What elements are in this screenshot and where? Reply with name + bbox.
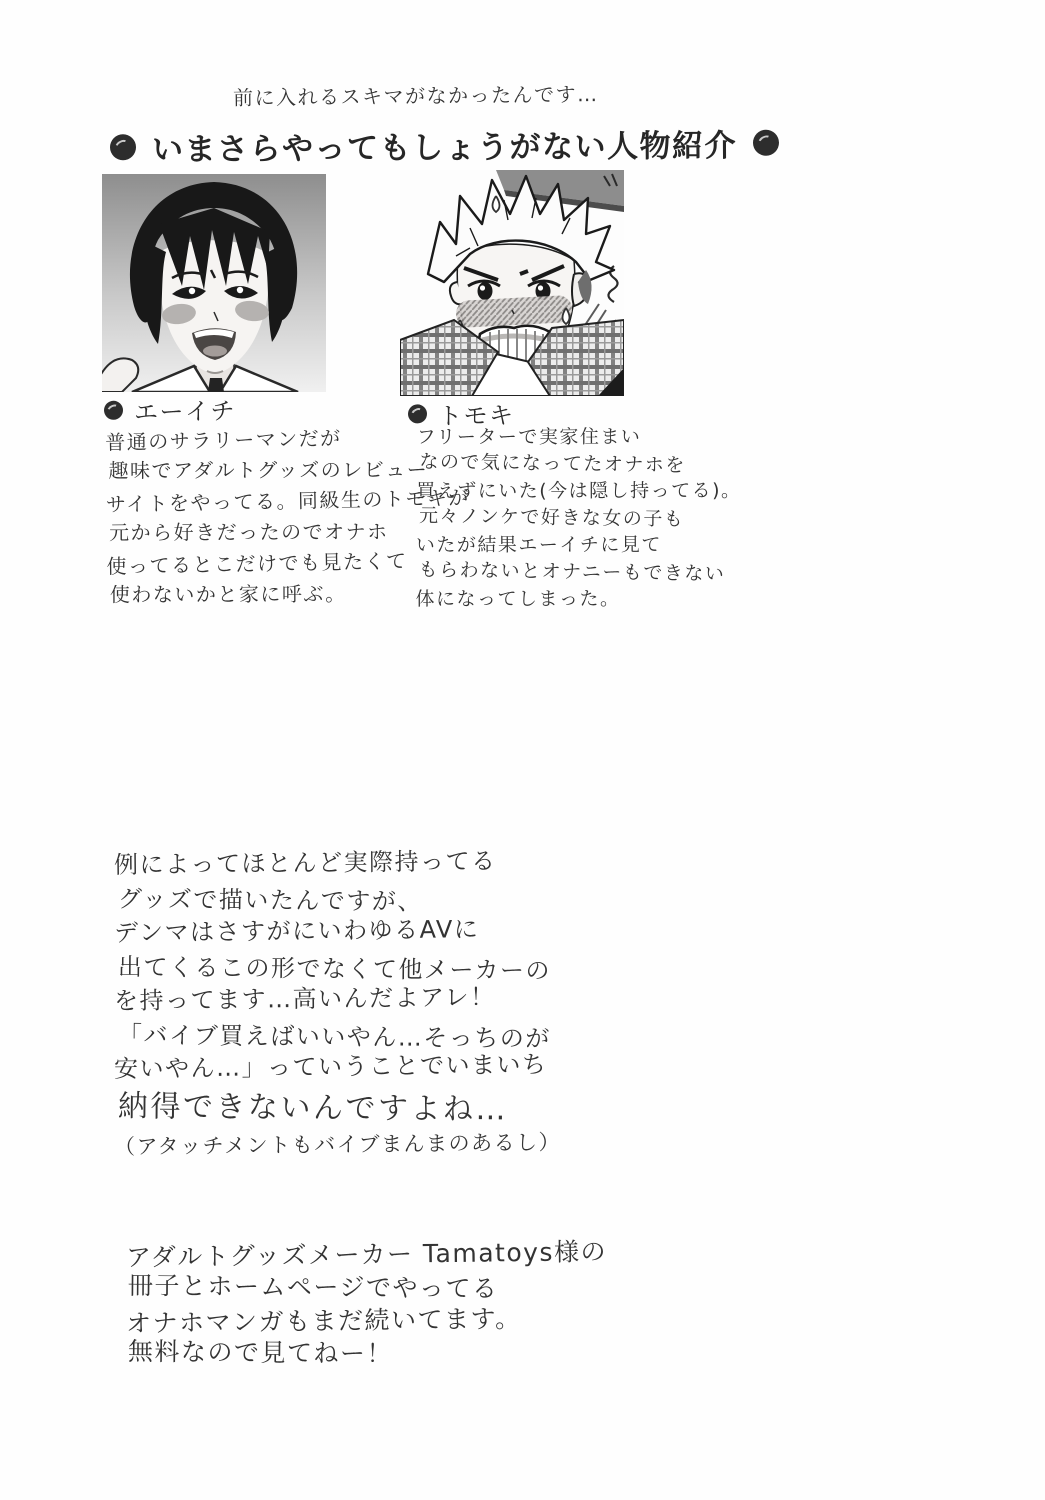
- character-name-eiichi: エーイチ: [133, 397, 237, 427]
- note-line: デンマはさすがにいわゆるAVに: [113, 915, 480, 947]
- note-line: 「バイブ買えばいいやん…そっちのが: [117, 1021, 551, 1053]
- desc-line: もらわないとオナニーもできない: [418, 558, 726, 586]
- desc-line: 使わないかと家に呼ぶ。: [109, 581, 347, 607]
- footer-line: アダルトグッズメーカー Tamatoys様の: [125, 1237, 608, 1272]
- swirl-ball-icon: [110, 134, 136, 160]
- note-line: 安いやん…」っていうことでいまいち: [113, 1050, 548, 1083]
- swirl-ball-icon: [408, 404, 427, 423]
- swirl-ball-icon: [753, 129, 779, 155]
- character-name-row-eiichi: [104, 391, 236, 428]
- top-note: 前に入れるスキマがなかったんです…: [232, 82, 599, 110]
- footer-line: 冊子とホームページでやってる: [127, 1270, 499, 1304]
- footer-line: 無料なので見てねー！: [127, 1336, 394, 1369]
- desc-line: 元々ノンケで好きな女の子も: [418, 504, 685, 531]
- desc-line: 趣味でアダルトグッズのレビュー: [108, 457, 429, 483]
- desc-line: 体になってしまった。: [415, 587, 621, 611]
- desc-line: 元から好きだったのでオナホ: [109, 519, 389, 545]
- portrait-tomoki: [400, 170, 624, 396]
- character-name-tomoki: トモキ: [437, 401, 515, 431]
- desc-line: 買えずにいた(今は隠し持ってる)。: [416, 479, 742, 503]
- author-notes: [114, 848, 561, 1166]
- note-line: グッズで描いたんですが、: [117, 885, 423, 916]
- note-line: を持ってます…高いんだよアレ！: [113, 983, 496, 1015]
- note-line: 例によってほとんど実際持ってる: [113, 846, 497, 879]
- note-line: 納得できないんですよね…: [117, 1089, 509, 1128]
- portrait-eiichi: [102, 174, 326, 392]
- note-line: （アタッチメントもバイブまんまのあるし）: [113, 1130, 562, 1159]
- page-title: いまさらやってもしょうがない人物紹介: [151, 127, 738, 169]
- swirl-ball-icon: [104, 401, 123, 420]
- footer-promo: [126, 1238, 607, 1370]
- portrait-tomoki-drawing: [400, 170, 624, 396]
- character-desc-tomoki: [415, 423, 742, 614]
- note-line: 出てくるこの形でなくて他メーカーの: [117, 953, 552, 985]
- footer-line: オナホマンガもまだ続いてます。: [125, 1304, 522, 1338]
- portrait-eiichi-drawing: [102, 174, 326, 392]
- desc-line: いたが結果エーイチに見て: [415, 533, 662, 557]
- desc-line: なので気になってたオナホを: [419, 450, 687, 477]
- desc-line: サイトをやってる。同級生のトモキが: [105, 485, 471, 517]
- desc-line: 普通のサラリーマンだが: [104, 425, 342, 455]
- desc-line: フリーターで実家住まい: [416, 425, 642, 449]
- section-title-row: [110, 120, 779, 170]
- desc-line: 使ってるとこだけでも見たくて: [106, 548, 408, 579]
